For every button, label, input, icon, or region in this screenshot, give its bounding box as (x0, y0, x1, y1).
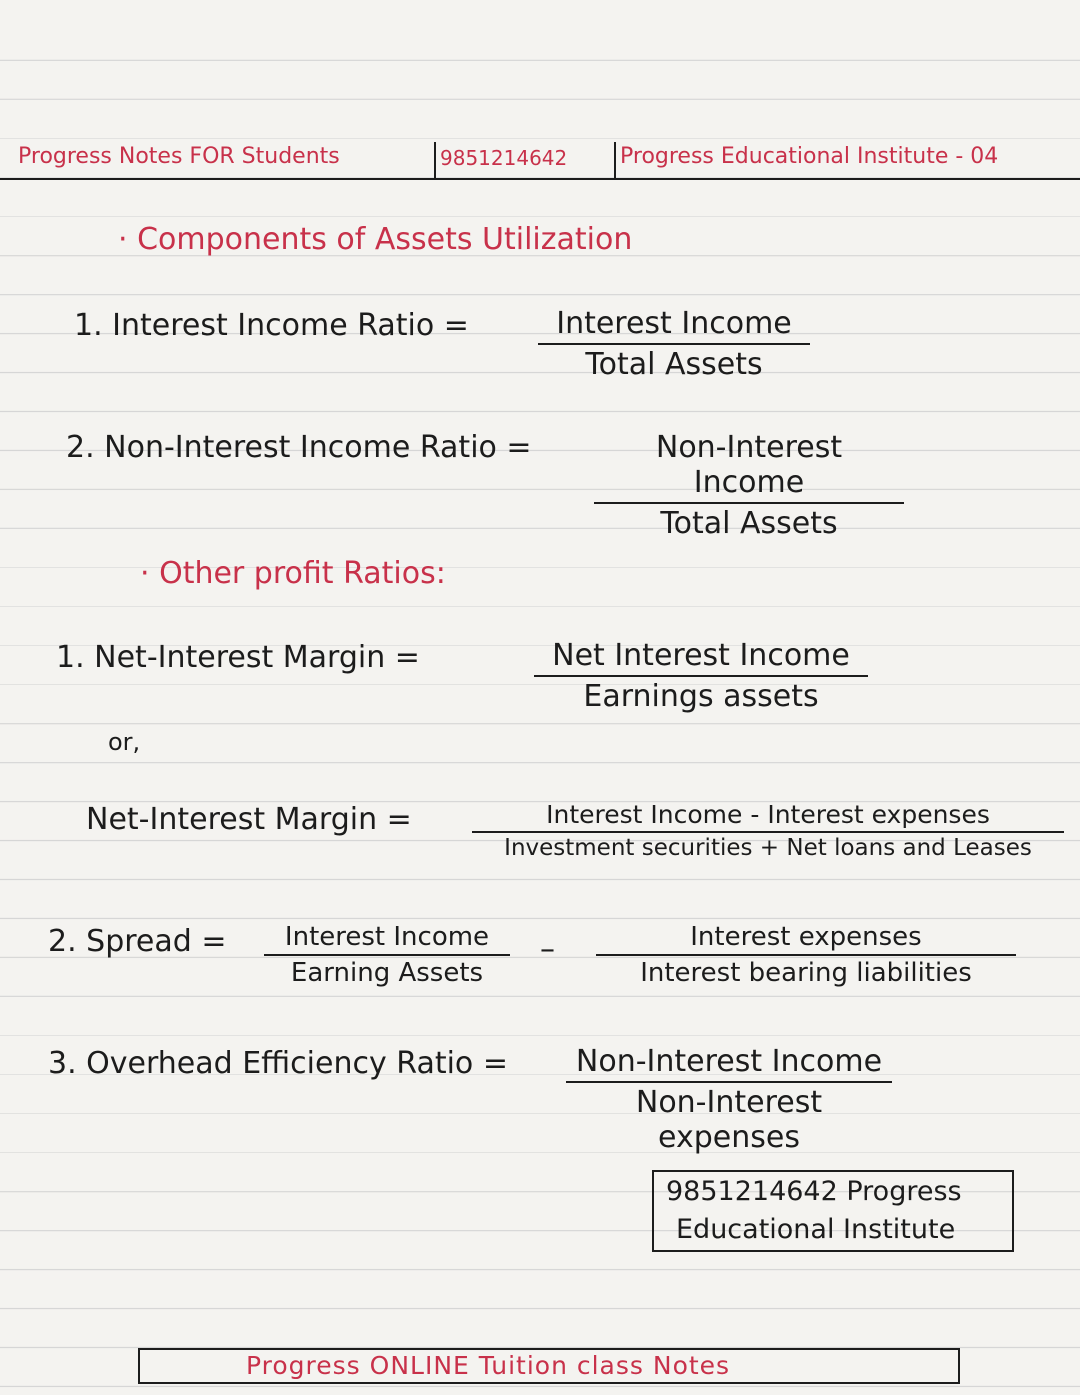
fraction-numerator: Non-Interest Income (655, 430, 843, 500)
footer-text: Progress ONLINE Tuition class Notes (246, 1351, 731, 1380)
fraction-numerator: Net Interest Income (534, 638, 868, 677)
section-heading-text: Components of Assets Utilization (137, 222, 633, 257)
formula-label: 2. Spread = (48, 924, 227, 959)
fraction-denominator: Interest bearing liabilities (640, 958, 972, 988)
formula-fraction (566, 1044, 892, 1155)
bullet: · (118, 222, 138, 257)
formula-fraction (264, 922, 510, 988)
formula-fraction (472, 800, 1064, 861)
formula-label: Net-Interest Margin = (86, 802, 412, 837)
footer-banner (138, 1348, 960, 1384)
notebook-header (0, 142, 1080, 180)
formula-label: 2. Non-Interest Income Ratio = (66, 430, 532, 465)
minus-sign: – (540, 932, 555, 967)
header-divider (434, 142, 436, 178)
fraction-denominator: Non-Interest expenses (635, 1085, 823, 1155)
stamp-line-1: 9851214642 Progress (666, 1176, 962, 1207)
fraction-denominator: Investment securities + Net loans and Leases (504, 835, 1032, 861)
header-institute: Progress Educational Institute - 04 (620, 144, 999, 169)
fraction-denominator: Earning Assets (290, 958, 484, 988)
fraction-numerator: Interest expenses (596, 922, 1016, 956)
fraction-numerator: Non-Interest Income (566, 1044, 892, 1083)
header-divider (614, 142, 616, 178)
header-title: Progress Notes FOR Students (18, 144, 340, 169)
fraction-numerator: Interest Income (264, 922, 510, 956)
header-phone: 9851214642 (440, 146, 568, 170)
formula-label: 3. Overhead Efficiency Ratio = (48, 1046, 508, 1081)
or-text: or, (108, 728, 141, 756)
formula-fraction (534, 638, 868, 714)
section-heading-assets-utilization (118, 222, 632, 257)
bullet: · (140, 556, 160, 591)
fraction-denominator: Total Assets (594, 502, 904, 541)
fraction-denominator: Earnings assets (583, 679, 819, 714)
fraction-numerator: Interest Income - Interest expenses (472, 800, 1064, 833)
fraction-denominator: Total Assets (585, 347, 763, 382)
institute-stamp (652, 1170, 1014, 1252)
formula-label: 1. Net-Interest Margin = (56, 640, 420, 675)
section-heading-text: Other profit Ratios: (159, 556, 446, 591)
formula-label: 1. Interest Income Ratio = (74, 308, 469, 343)
formula-fraction (596, 922, 1016, 988)
stamp-line-2: Educational Institute (676, 1214, 956, 1245)
fraction-numerator: Interest Income (538, 306, 810, 345)
formula-fraction (594, 430, 904, 541)
section-heading-other-profit-ratios (140, 556, 446, 591)
formula-fraction (538, 306, 810, 382)
